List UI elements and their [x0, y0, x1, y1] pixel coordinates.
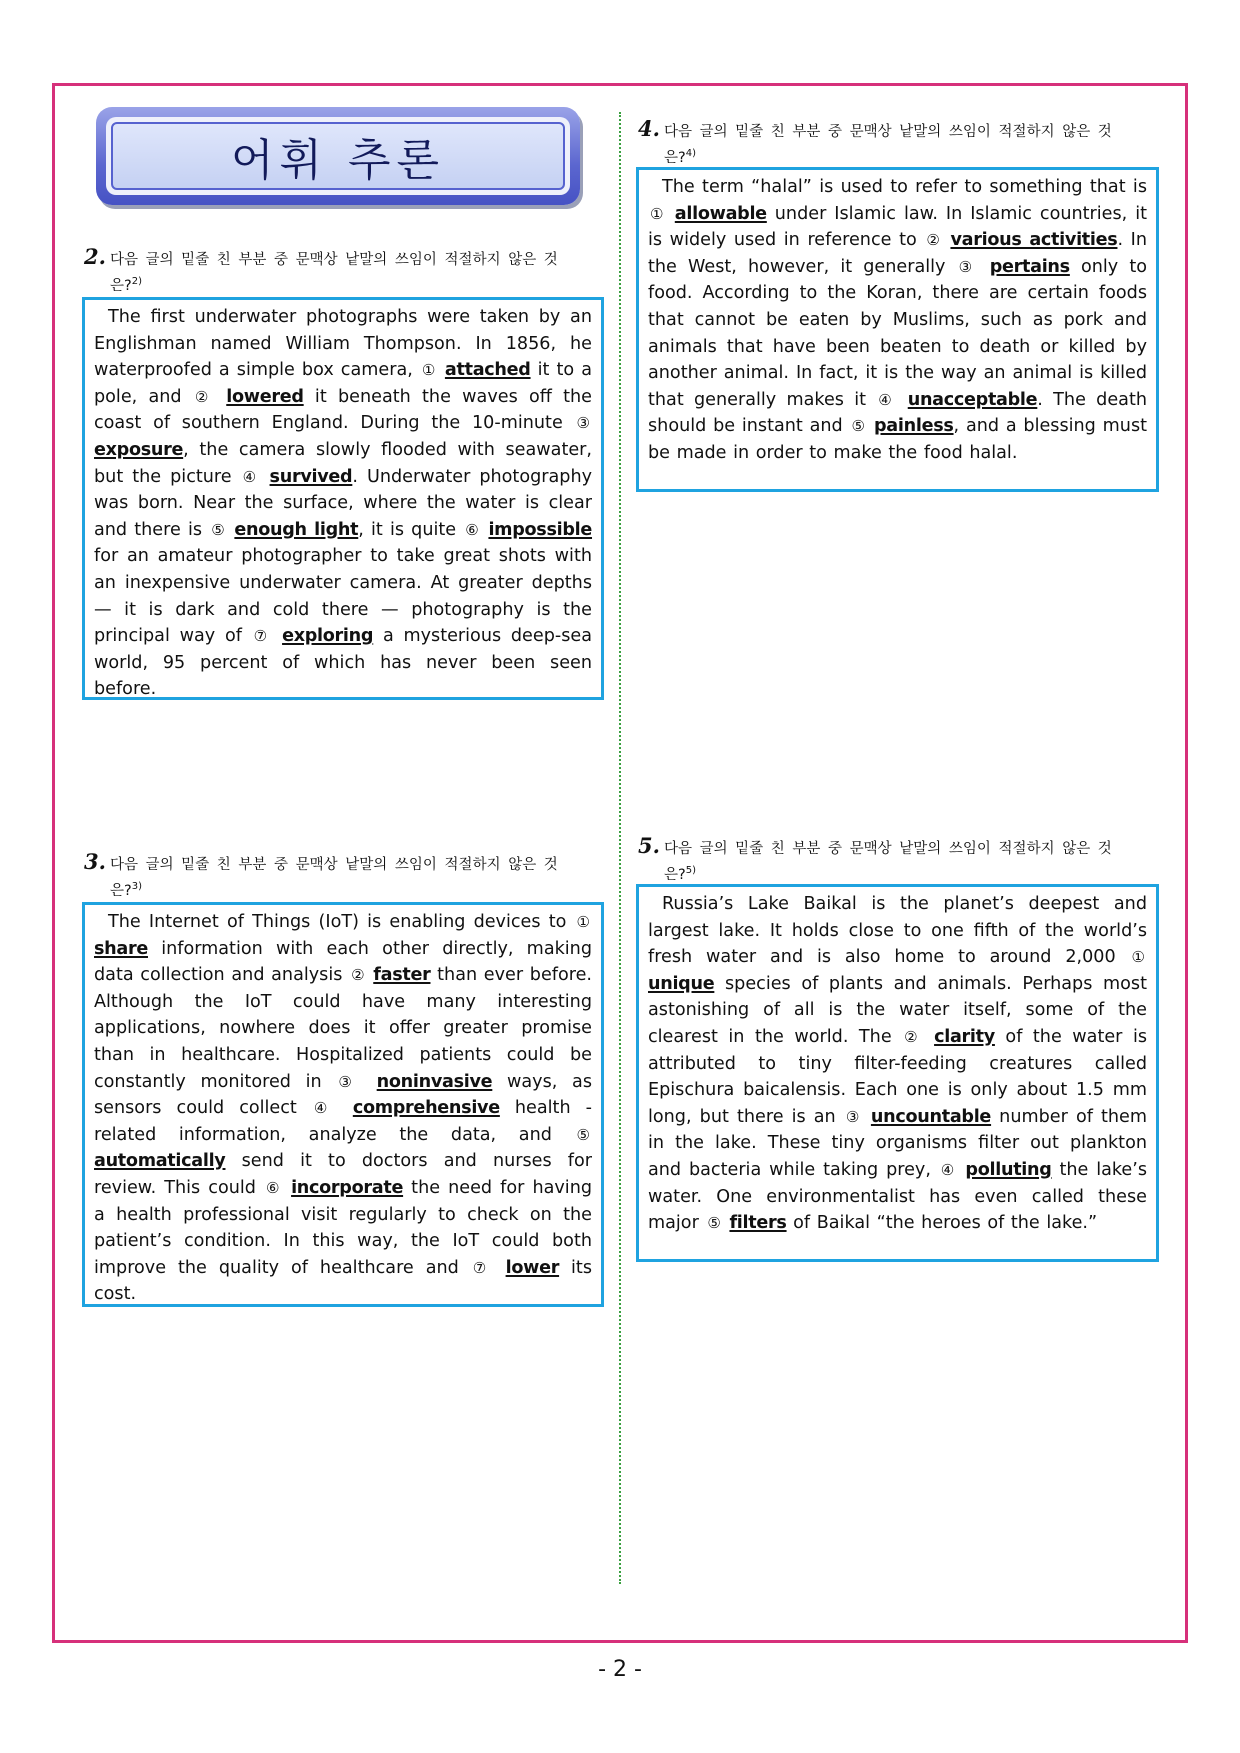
passage-text: The first underwater photographs were taken by an Englishman named William Thompson. In 1856, he waterproofed a simple box camera, [94, 307, 592, 381]
underlined-word: filters [729, 1213, 787, 1234]
choice-number: ⑦ [472, 1258, 492, 1277]
choice-number: ⑥ [465, 520, 480, 539]
passage-text: of the water is attributed to tiny filter-feeding creatures called Epischura baicalensis. Each one is only about 1.5 mm long, but there is an [648, 1026, 1147, 1127]
page-title: 어휘 추론 [230, 135, 445, 186]
underlined-word: lowered [226, 386, 304, 407]
question-number: 5. [638, 833, 660, 858]
question-4-prompt [638, 118, 1158, 169]
title-banner [96, 107, 580, 205]
underlined-word: enough light [234, 519, 359, 540]
question-number: 3. [84, 849, 106, 874]
question-number: 2. [84, 244, 106, 269]
question-prompt-text: 다음 글의 밑줄 친 부분 중 문맥상 낱말의 쓰임이 적절하지 않은 것 [663, 841, 1112, 857]
choice-number: ⑥ [266, 1178, 281, 1197]
question-prompt-text: 다음 글의 밑줄 친 부분 중 문맥상 낱말의 쓰임이 적절하지 않은 것 [109, 252, 558, 268]
choice-number: ⑤ [576, 1125, 590, 1144]
question-prompt-end: 은? [664, 149, 686, 166]
passage-text: its cost. [94, 1257, 592, 1305]
choice-number: ① [576, 913, 590, 931]
choice-number: ① [1131, 948, 1145, 967]
passage-text: number of them in the lake. These tiny organisms filter out plankton and bacteria while taking prey, [648, 1106, 1148, 1180]
question-prompt-end: 은? [110, 882, 132, 899]
underlined-word: comprehensive [352, 1098, 500, 1119]
underlined-word: attached [444, 360, 531, 381]
underlined-word: noninvasive [376, 1071, 493, 1092]
passage-text: The Internet of Things (IoT) is enabling devices to [108, 912, 575, 932]
choice-number: ② [351, 966, 365, 985]
underlined-word: exposure [94, 439, 184, 460]
question-number: 4. [638, 116, 660, 141]
footnote-marker: 4) [685, 148, 696, 159]
question-5-passage [636, 884, 1159, 1262]
underlined-word: survived [269, 466, 353, 487]
question-prompt-text: 다음 글의 밑줄 친 부분 중 문맥상 낱말의 쓰임이 적절하지 않은 것 [663, 124, 1112, 140]
choice-number: ③ [958, 257, 977, 276]
choice-number: ④ [878, 390, 896, 409]
passage-text: the need for having a health professional visit regularly to check on the patient’s condition. In this way, the IoT could both improve the quality of healthcare and [94, 1177, 593, 1278]
passage-text: . The death should be instant and [648, 389, 1148, 437]
choice-number: ② [904, 1027, 922, 1046]
underlined-word: exploring [282, 626, 374, 647]
passage-text: ways, as sensors could collect [94, 1071, 593, 1119]
passage-text: send it to doctors and nurses for review. This could [94, 1151, 592, 1198]
choice-number: ② [194, 387, 213, 406]
passage-text: under Islamic law. In Islamic countries, it is widely used in reference to [648, 203, 1148, 251]
passage-text: , it is quite [358, 519, 464, 540]
passage-text: it beneath the waves off the coast of southern England. During the 10-minute [94, 386, 593, 434]
choice-number: ① [421, 361, 436, 380]
choice-number: ③ [576, 414, 590, 433]
passage-text: . Underwater photography was born. Near the surface, where the water is clear and there is [94, 466, 593, 540]
underlined-word: impossible [488, 519, 593, 540]
passage-text: only to food. According to the Koran, there are certain foods that cannot be eaten by Muslims, such as pork and animals that have been beaten to death or killed by another animal. In fact, it is the way an animal is killed that generally makes it [648, 256, 1147, 410]
question-2-passage [82, 297, 604, 700]
choice-number: ⑤ [211, 520, 226, 539]
question-3-prompt [84, 851, 604, 902]
passage-text: Russia’s Lake Baikal is the planet’s deepest and largest lake. It holds close to one fifth of the world’s fresh water and is also home to around 2,000 [648, 894, 1147, 968]
underlined-word: share [94, 938, 148, 959]
choice-number: ② [926, 231, 941, 250]
underlined-word: painless [874, 416, 954, 437]
passage-text: than ever before. Although the IoT could have many interesting applications, nowhere does it offer greater promise than in healthcare. Hospitalized patients could be constantly monitored in [94, 965, 592, 1092]
question-2-prompt [84, 246, 604, 297]
column-divider [619, 112, 621, 1584]
footnote-marker: 2) [131, 276, 142, 287]
passage-text: for an amateur photographer to take great shots with an inexpensive underwater camera. At greater depths — it is dark and cold there — photography is the principal way of [94, 546, 592, 647]
underlined-word: incorporate [291, 1177, 404, 1198]
question-5-prompt [638, 835, 1158, 886]
passage-text: the lake’s water. One environmentalist has even called these major [648, 1159, 1148, 1234]
passage-text: The term “halal” is used to refer to something that is [662, 177, 1147, 197]
choice-number: ⑤ [707, 1214, 721, 1233]
underlined-word: polluting [965, 1159, 1052, 1180]
passage-text: . In the West, however, it generally [648, 230, 1148, 277]
question-4-passage [636, 167, 1159, 492]
underlined-word: faster [373, 965, 431, 986]
choice-number: ⑤ [851, 417, 866, 436]
page-number: - 2 - [598, 1657, 642, 1682]
passage-text: species of plants and animals. Perhaps most astonishing of all is the water itself, some of the clearest in the world. The [648, 973, 1147, 1047]
question-prompt-text: 다음 글의 밑줄 친 부분 중 문맥상 낱말의 쓰임이 적절하지 않은 것 [109, 857, 558, 873]
passage-text: it to a pole, and [94, 360, 593, 407]
underlined-word: pertains [989, 256, 1070, 277]
footnote-marker: 5) [685, 865, 696, 876]
underlined-word: automatically [94, 1151, 226, 1172]
underlined-word: allowable [674, 203, 767, 224]
question-prompt-end: 은? [664, 866, 686, 883]
passage-text: of Baikal “the heroes of the lake.” [786, 1213, 1098, 1234]
underlined-word: various activities [950, 230, 1118, 251]
passage-text: , the camera slowly flooded with seawater, but the picture [94, 439, 592, 487]
question-3-passage [82, 902, 604, 1307]
passage-text: health - related information, analyze the data, and [94, 1098, 592, 1145]
passage-text: information with each other directly, making data collection and analysis [94, 938, 592, 986]
choice-number: ③ [845, 1107, 861, 1126]
choice-number: ③ [338, 1072, 360, 1091]
choice-number: ⑦ [253, 627, 271, 646]
footnote-marker: 3) [131, 881, 142, 892]
question-prompt-end: 은? [110, 277, 132, 294]
passage-text: a mysterious deep-sea world, 95 percent of which has never been seen before. [94, 626, 592, 700]
underlined-word: unacceptable [907, 389, 1038, 410]
underlined-word: lower [505, 1257, 560, 1278]
underlined-word: clarity [934, 1026, 995, 1047]
choice-number: ④ [940, 1160, 956, 1179]
underlined-word: uncountable [870, 1106, 992, 1127]
passage-text: , and a blessing must be made in order to make the food halal. [648, 416, 1148, 463]
choice-number: ① [650, 204, 665, 223]
choice-number: ④ [313, 1099, 336, 1118]
choice-number: ④ [242, 467, 259, 486]
underlined-word: unique [648, 973, 715, 994]
